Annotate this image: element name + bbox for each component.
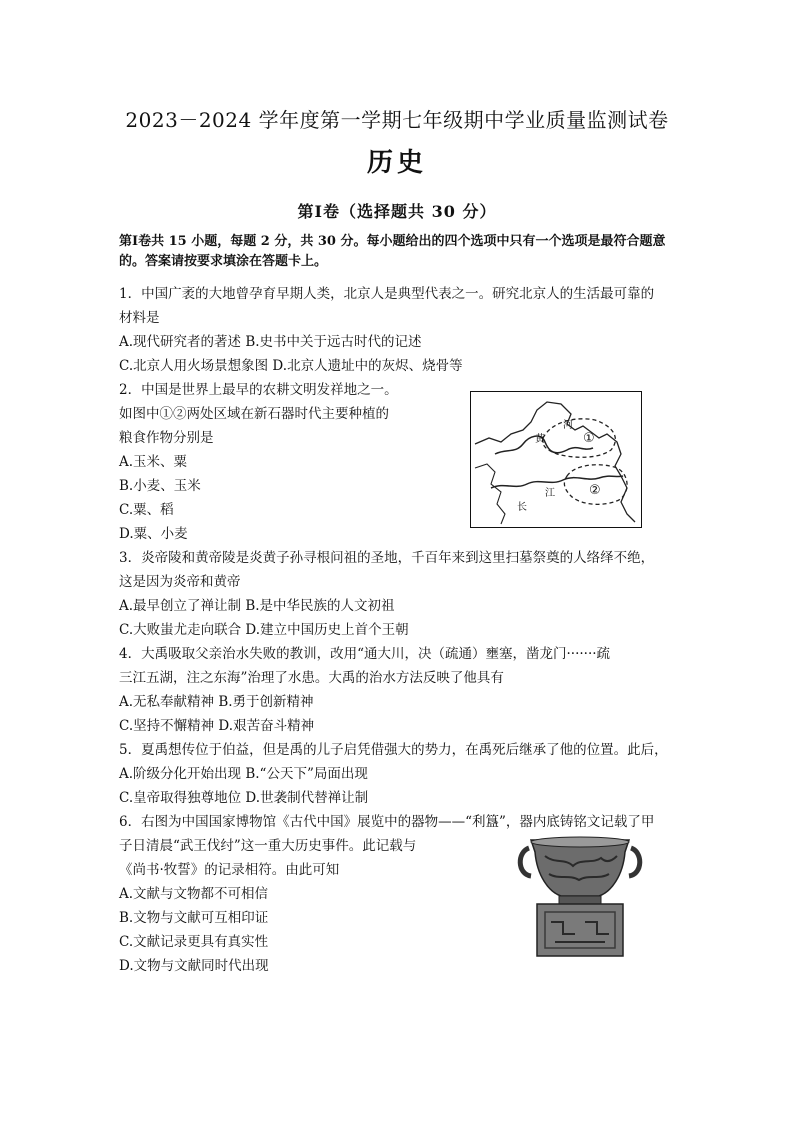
question-stem-line: 粮食作物分别是	[119, 430, 214, 446]
option-line: C.皇帝取得独尊地位 D.世袭制代替禅让制	[119, 790, 369, 806]
option-line: C.北京人用火场景想象图 D.北京人遗址中的灰烬、烧骨等	[119, 358, 463, 374]
option-line: A.现代研究者的著述 B.史书中关于远古时代的记述	[119, 334, 422, 350]
instruction-line: 的。答案请按要求填涂在答题卡上。	[119, 254, 328, 269]
option-line: A.玉米、粟	[119, 454, 188, 470]
question-stem-line: 4．大禹吸取父亲治水失败的教训，改用“通大川，决（疏通）壅塞，凿龙门·······疏	[119, 646, 611, 662]
yangtze-river	[491, 476, 623, 488]
question-stem-line: 材料是	[119, 310, 160, 326]
question-3	[119, 546, 679, 642]
option-line: C.文献记录更具有真实性	[119, 934, 269, 950]
vessel-bowl	[531, 840, 629, 896]
map-region-marker: ①	[583, 431, 595, 446]
map-label: 河	[563, 420, 573, 431]
vessel-graphic	[515, 830, 645, 960]
instruction-line: 第Ⅰ卷共 15 小题，每题 2 分，共 30 分。每小题给出的四个选项中只有一个选项是最符合题意	[119, 234, 666, 249]
option-line: A.阶级分化开始出现 B.“公天下”局面出现	[119, 766, 368, 782]
option-line: C.大败蚩尤走向联合 D.建立中国历史上首个王朝	[119, 622, 409, 638]
question-stem-line: 三江五湖，注之东海”治理了水患。大禹的治水方法反映了他具有	[119, 670, 504, 686]
vessel-foot	[559, 896, 601, 904]
question-stem-line: 子日清晨“武王伐纣”这一重大历史事件。此记载与	[119, 838, 417, 854]
subject-title: 历史	[366, 148, 427, 178]
option-line: B.小麦、玉米	[119, 478, 201, 494]
question-stem-line: 5．夏禹想传位于伯益，但是禹的儿子启凭借强大的势力，在禹死后继承了他的位置。此后，	[119, 742, 668, 758]
question-stem-line: 如图中①②两处区域在新石器时代主要种植的	[119, 406, 389, 422]
instructions	[119, 232, 679, 272]
option-line: A.最早创立了禅让制 B.是中华民族的人文初祖	[119, 598, 395, 614]
question-4	[119, 642, 679, 738]
map-label: 江	[545, 488, 555, 499]
li-gui-bronze-vessel-image	[515, 830, 645, 960]
vessel-rim	[531, 837, 629, 847]
vessel-left-handle	[520, 848, 531, 876]
map-region-marker: ②	[589, 483, 601, 498]
option-line: C.坚持不懈精神 D.艰苦奋斗精神	[119, 718, 315, 734]
map-graphic	[471, 392, 640, 526]
question-1	[119, 282, 679, 378]
section-heading: 第Ⅰ卷（选择题共 30 分）	[297, 202, 497, 221]
option-line: A.无私奉献精神 B.勇于创新精神	[119, 694, 314, 710]
question-stem-line: 这是因为炎帝和黄帝	[119, 574, 241, 590]
option-line: D.粟、小麦	[119, 526, 188, 542]
option-line: C.粟、稻	[119, 502, 174, 518]
question-stem-line: 1．中国广袤的大地曾孕育早期人类，北京人是典型代表之一。研究北京人的生活最可靠的	[119, 286, 655, 302]
exam-title: 2023－2024 学年度第一学期七年级期中学业质量监测试卷	[125, 108, 669, 132]
map-label: 黄	[535, 434, 545, 445]
vessel-right-handle	[629, 848, 640, 876]
question-stem-line: 6．右图为中国国家博物馆《古代中国》展览中的器物——“利簋”，器内底铸铭文记载了甲	[119, 814, 655, 830]
china-region-map	[470, 391, 642, 528]
option-line: B.文物与文献可互相印证	[119, 910, 269, 926]
map-label: 长	[517, 502, 527, 513]
question-5	[119, 738, 679, 810]
option-line: D.文物与文献同时代出现	[119, 958, 269, 974]
inland-border	[475, 464, 505, 524]
coastline	[475, 402, 635, 522]
question-stem-line: 2．中国是世界上最早的农耕文明发祥地之一。	[119, 382, 398, 398]
option-line: A.文献与文物都不可相信	[119, 886, 269, 902]
question-stem-line: 《尚书·牧誓》的记录相符。由此可知	[119, 862, 340, 878]
question-stem-line: 3．炎帝陵和黄帝陵是炎黄子孙寻根问祖的圣地，千百年来到这里扫墓祭奠的人络绎不绝，	[119, 550, 655, 566]
